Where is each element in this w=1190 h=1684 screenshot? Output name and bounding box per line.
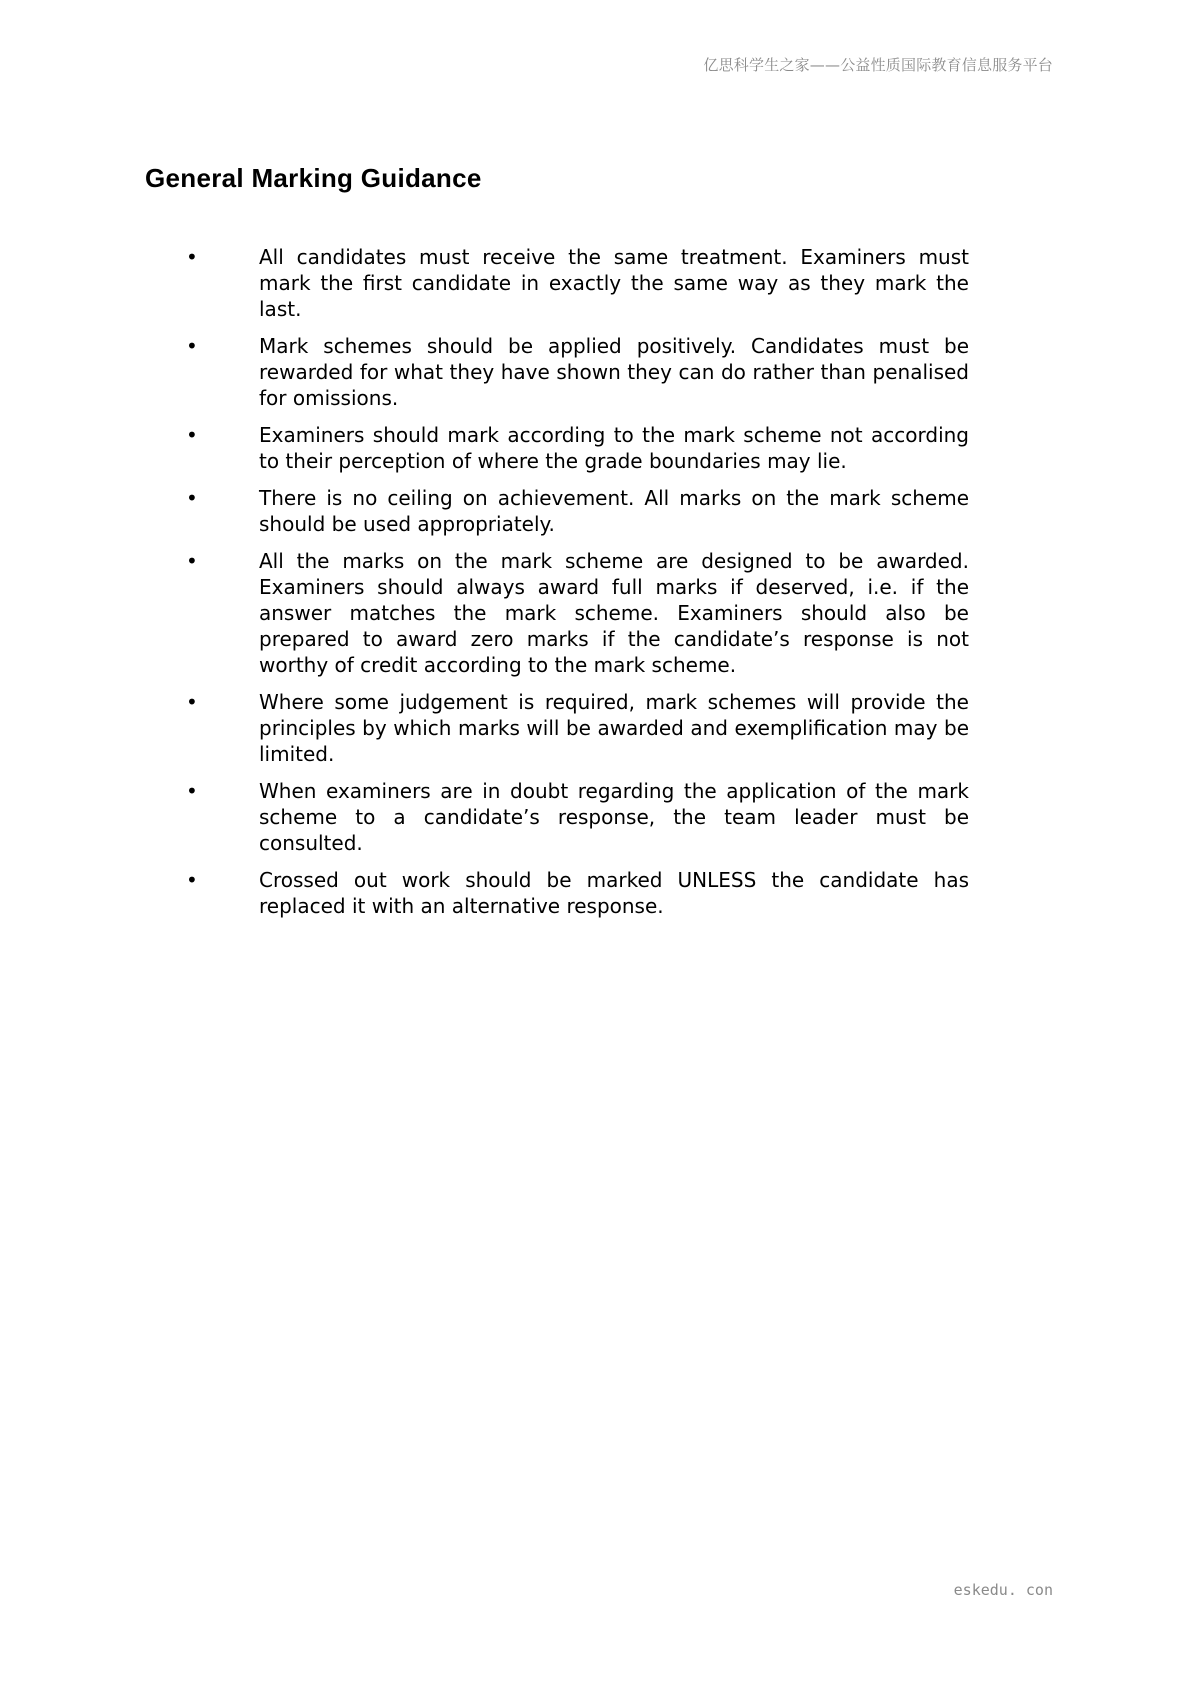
list-item-text: Mark schemes should be applied positively. Candidates must be rewarded for what they have shown they can do rather than penalised for omissions.	[259, 334, 969, 410]
list-item	[0, 422, 1190, 474]
bullet-icon: •	[186, 245, 198, 269]
list-item	[0, 689, 1190, 767]
list-item	[0, 333, 1190, 411]
list-item-text: All the marks on the mark scheme are designed to be awarded. Examiners should always award full marks if deserved, i.e. if the answer matches the mark scheme. Examiners should also be prepared to award zero marks if the candidate’s response is not worthy of credit according to the mark scheme.	[259, 549, 969, 677]
list-item	[0, 778, 1190, 856]
bullet-icon: •	[186, 868, 198, 892]
list-item-text: Examiners should mark according to the mark scheme not according to their perception of where the grade boundaries may lie.	[259, 423, 969, 473]
bullet-icon: •	[186, 549, 198, 573]
page-title: General Marking Guidance	[145, 163, 482, 193]
list-item-text: There is no ceiling on achievement. All marks on the mark scheme should be used appropriately.	[259, 486, 969, 536]
list-item	[0, 867, 1190, 919]
bullet-icon: •	[186, 779, 198, 803]
list-item	[0, 244, 1190, 322]
list-item	[0, 548, 1190, 678]
page-header-text: 亿思科学生之家——公益性质国际教育信息服务平台	[703, 56, 1053, 74]
list-item-text: Where some judgement is required, mark schemes will provide the principles by which marks will be awarded and exemplification may be limited.	[259, 690, 969, 766]
bullet-icon: •	[186, 486, 198, 510]
guidance-list	[0, 244, 1190, 930]
list-item	[0, 485, 1190, 537]
list-item-text: When examiners are in doubt regarding the application of the mark scheme to a candidate’s response, the team leader must be consulted.	[259, 779, 969, 855]
bullet-icon: •	[186, 334, 198, 358]
bullet-icon: •	[186, 423, 198, 447]
bullet-icon: •	[186, 690, 198, 714]
list-item-text: Crossed out work should be marked UNLESS the candidate has replaced it with an alternative response.	[259, 868, 969, 918]
list-item-text: All candidates must receive the same treatment. Examiners must mark the first candidate in exactly the same way as they mark the last.	[259, 245, 969, 321]
page-footer-text: eskedu. con	[953, 1581, 1053, 1599]
